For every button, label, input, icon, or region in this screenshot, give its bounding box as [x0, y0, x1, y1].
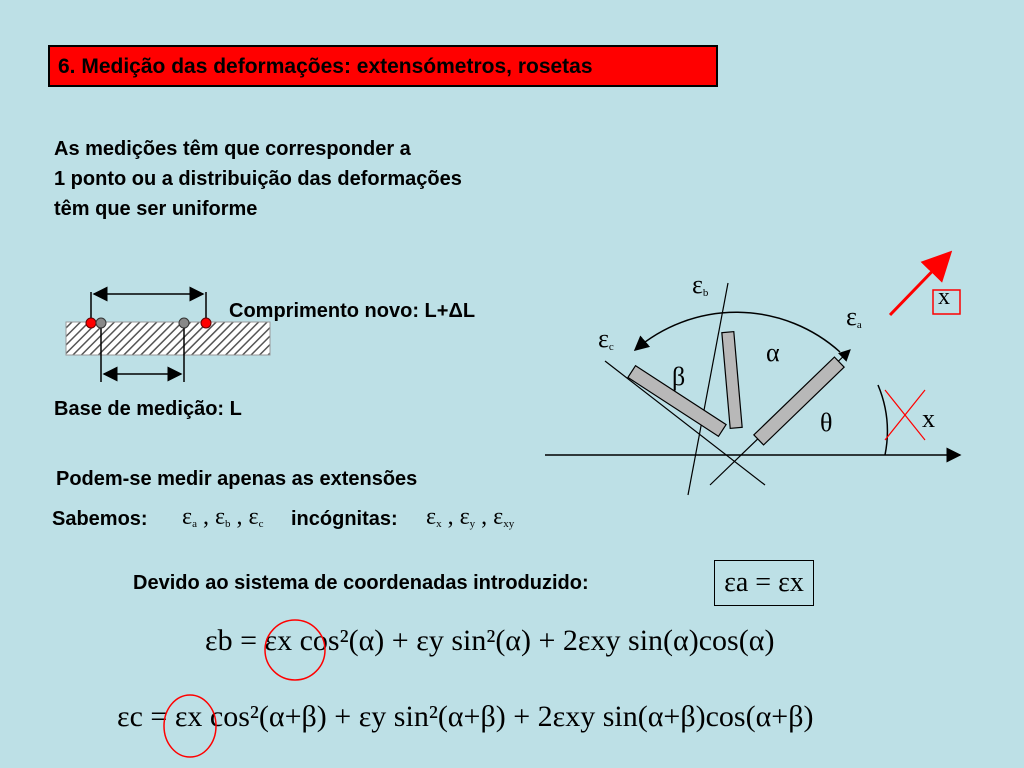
x-axis-label: x	[922, 404, 935, 433]
known-label: Sabemos:	[52, 508, 148, 530]
intro-line-3: têm que ser uniforme	[54, 198, 258, 220]
extensions-text: Podem-se medir apenas as extensões	[56, 468, 418, 490]
gauge-b	[722, 332, 742, 429]
coord-system-text: Devido ao sistema de coordenadas introduzido:	[133, 572, 589, 594]
angle-arc	[635, 312, 840, 352]
intro-line-2: 1 ponto ou a distribuição das deformações	[54, 168, 462, 190]
theta-label: θ	[820, 408, 833, 437]
unknown-strains: $\varepsilon_x$ , $\varepsilon_y$ , $\varepsilon_{xy}$	[426, 504, 515, 530]
red-point-left	[86, 318, 96, 328]
theta-arc	[878, 385, 887, 455]
intro-text	[54, 134, 462, 224]
epsilon-c-label: $\varepsilon_c$	[598, 324, 614, 353]
epsilon-b-label: $\varepsilon_b$	[692, 270, 709, 299]
gray-point-right	[179, 318, 189, 328]
red-point-right	[201, 318, 211, 328]
alpha-label: α	[766, 338, 780, 367]
slide-title: 6. Medição das deformações: extensómetros, rosetas	[48, 45, 718, 87]
known-strains: $\varepsilon_a$ , $\varepsilon_b$ , $\varepsilon_c$	[182, 504, 264, 530]
unknown-label: incógnitas:	[291, 508, 398, 530]
base-length-label: Base de medição: L	[54, 398, 242, 420]
beta-label: β	[672, 362, 686, 391]
equation-b: εb = εx cos²(α) + εy sin²(α) + 2εxy sin(α)cos(α)	[205, 624, 775, 657]
equation-a-box: εa = εx	[714, 560, 814, 606]
highlight-circle-b	[260, 614, 330, 684]
equation-c: εc = εx cos²(α+β) + εy sin²(α+β) + 2εxy sin(α+β)cos(α+β)	[117, 700, 814, 733]
gauge-length-sketch	[60, 282, 280, 387]
x-axis-boxed-label: x	[938, 284, 950, 310]
intro-line-1: As medições têm que corresponder a	[54, 138, 411, 160]
new-length-label: Comprimento novo: L+ΔL	[229, 300, 476, 322]
rosette-diagram	[540, 240, 970, 500]
highlight-circle-c	[160, 690, 220, 760]
gray-point-left	[96, 318, 106, 328]
specimen-bar	[66, 322, 270, 355]
epsilon-a-label: $\varepsilon_a$	[846, 302, 862, 331]
